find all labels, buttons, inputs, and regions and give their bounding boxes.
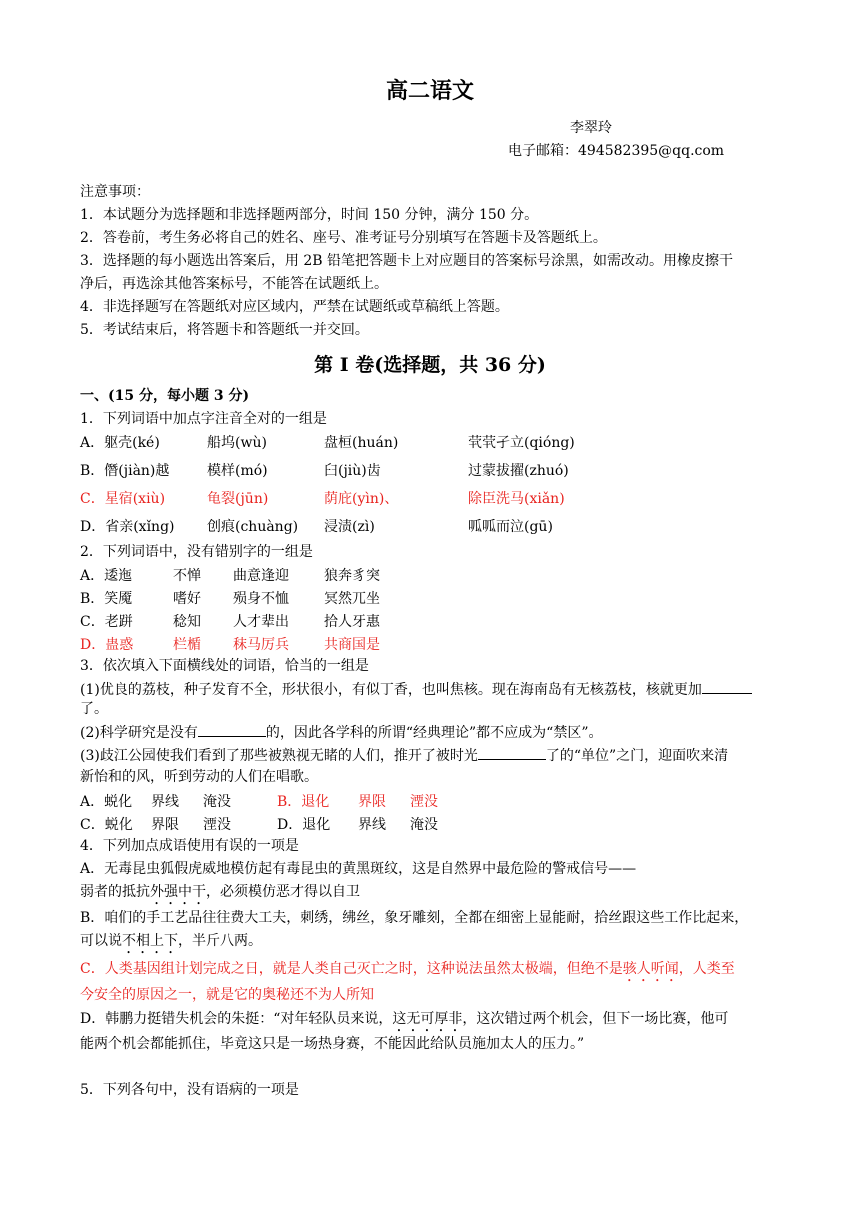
sentence-text: ，人类至: [678, 961, 735, 977]
question-2-stem: 2．下列词语中，没有错别字的一组是: [80, 544, 313, 560]
notice-item: 5．考试结束后，将答题卡和答题纸一并交回。: [80, 322, 369, 338]
option-text: 界线: [151, 794, 179, 810]
fill-blank: [478, 745, 546, 760]
option-text: 界限: [358, 794, 386, 810]
page-title: 高二语文: [385, 78, 474, 104]
option-text: B．退化: [277, 794, 330, 810]
question-5-stem: 5．下列各句中，没有语病的一项是: [80, 1082, 299, 1098]
option-text: 龟裂(jūn): [207, 491, 269, 507]
option-text: A．蜕化: [80, 794, 133, 810]
fill-blank: [702, 679, 752, 694]
option-text: 湮没: [410, 794, 438, 810]
question-3-sentence-3: [80, 745, 728, 766]
option-text: B．僭(jiàn)越: [80, 463, 170, 479]
sentence-text: (1)优良的荔枝，种子发育不全，形状很小，有似丁香，也叫焦核。现在海南岛有无核荔枝，核就更加: [80, 682, 702, 698]
question-4-option-c-answer-line-2: 今安全的原因之一，就是它的奥秘还不为人所知: [80, 987, 374, 1003]
question-3-sentence-2: [80, 722, 602, 743]
sentence-text: (3)歧江公园使我们看到了那些被熟视无睹的人们，推开了被时光: [80, 748, 478, 764]
option-text: 淹没: [410, 817, 438, 833]
notice-item: 净后，再选涂其他答案标号，不能答在试题纸上。: [80, 276, 388, 292]
option-text: 界限: [151, 817, 179, 833]
question-4-option-c-answer-line-1: [80, 959, 735, 985]
option-text: 栏楯: [173, 637, 201, 653]
option-text: 过蒙拔擢(zhuó): [468, 463, 569, 479]
fill-blank: [198, 722, 266, 737]
sentence-text: 可以说: [80, 933, 122, 949]
part-heading: 一、(15 分，每小题 3 分): [80, 388, 250, 404]
question-3-sentence-1: [80, 679, 752, 700]
option-text: 创痕(chuàng): [207, 519, 299, 535]
sentence-text: C．人类基因组计划完成之日，就是人类自己灭亡之时，这种说法虽然太极端，但绝不是: [80, 961, 623, 977]
option-text: 荫庇(yìn)、: [324, 491, 399, 507]
option-text: A．躯壳(ké): [80, 435, 160, 451]
option-text: 拾人牙惠: [324, 614, 380, 630]
option-text: D．省亲(xǐng): [80, 519, 175, 535]
question-4-option-b-line-2: [80, 931, 262, 957]
option-text: 臼(jiù)齿: [324, 463, 381, 479]
question-4-option-a-line-1: A．无毒昆虫狐假虎威地模仿起有毒昆虫的黄黑斑纹，这是自然界中最危险的警戒信号——: [80, 861, 637, 877]
notice-item: 4．非选择题写在答题纸对应区域内，严禁在试题纸或草稿纸上答题。: [80, 299, 509, 315]
option-text: 淹没: [203, 794, 231, 810]
question-4-option-d-line-2: 能两个机会都能抓住，毕竟这只是一场热身赛，不能因此给队员施加太人的压力。”: [80, 1036, 585, 1052]
option-text: 共商国是: [324, 637, 380, 653]
option-text: D．蛊惑: [80, 637, 134, 653]
question-1-stem: 1．下列词语中加点字注音全对的一组是: [80, 411, 327, 427]
option-text: 湮没: [203, 817, 231, 833]
option-text: 狼奔豸突: [324, 568, 380, 584]
sentence-text: (2)科学研究是没有: [80, 725, 198, 741]
dotted-idiom: 不相上下: [122, 933, 178, 949]
option-text: 曲意逢迎: [233, 568, 289, 584]
sentence-text: 的，因此各学科的所谓“经典理论”都不应成为“禁区”。: [265, 725, 603, 741]
option-text: 盘桓(huán): [324, 435, 399, 451]
option-text: 茕茕孑立(qióng): [468, 435, 575, 451]
section-title: 第 I 卷(选择题，共 36 分): [314, 354, 546, 376]
question-3-sentence-1-end: 了。: [80, 701, 108, 717]
option-text: B．笑魇: [80, 591, 133, 607]
option-text: 除臣洗马(xiǎn): [468, 491, 565, 507]
sentence-text: 弱者的抵抗: [80, 884, 150, 900]
option-text: C．蜕化: [80, 817, 133, 833]
option-text: 嗜好: [173, 591, 201, 607]
sentence-text: ，半斤八两。: [178, 933, 262, 949]
option-text: 浸渍(zì): [324, 519, 375, 535]
option-text: 秣马厉兵: [233, 637, 289, 653]
question-4-option-d-line-1: [80, 1009, 728, 1035]
option-text: D．退化: [277, 817, 331, 833]
option-text: 稔知: [173, 614, 201, 630]
question-4-option-b-line-1: B．咱们的手工艺品往往费大工夫，刺绣，绋丝，象牙雕刻，全都在细密上显能耐，拾丝跟这些工作比起来，: [80, 910, 749, 926]
option-text: 殒身不恤: [233, 591, 289, 607]
sentence-text: ，必须模仿恶才得以自卫: [206, 884, 360, 900]
sentence-text: D．韩鹏力挺错失机会的朱挺：“对年轻队员来说，: [80, 1011, 393, 1027]
option-text: 冥然兀坐: [324, 591, 380, 607]
author-email: 电子邮箱：494582395@qq.com: [508, 143, 725, 159]
option-text: C．星宿(xiù): [80, 491, 166, 507]
dotted-idiom: 骇人听闻: [622, 961, 679, 977]
question-3-stem: 3．依次填入下面横线处的词语，恰当的一组是: [80, 658, 369, 674]
option-text: 模样(mó): [207, 463, 268, 479]
option-text: 界线: [358, 817, 386, 833]
option-text: 船坞(wù): [207, 435, 267, 451]
question-3-sentence-3-end: 新怡和的风，听到劳动的人们在唱歌。: [80, 769, 318, 785]
dotted-idiom: 这无可厚非: [392, 1011, 463, 1027]
option-text: 人才辈出: [233, 614, 289, 630]
notice-item: 3．选择题的每小题选出答案后，用 2B 铅笔把答题卡上对应题目的答案标号涂黑，如需改动。用橡皮擦干: [80, 253, 734, 269]
author-name: 李翠玲: [570, 120, 612, 136]
question-4-option-a-line-2: [80, 882, 360, 908]
sentence-text: 了的“单位”之门，迎面吹来清: [545, 748, 729, 764]
notice-item: 2．答卷前，考生务必将自己的姓名、座号、准考证号分别填写在答题卡及答题纸上。: [80, 230, 607, 246]
sentence-text: ，这次错过两个机会，但下一场比赛，他可: [462, 1011, 729, 1027]
option-text: 不惮: [173, 568, 201, 584]
option-text: C．老跰: [80, 614, 133, 630]
option-text: A．逶迤: [80, 568, 133, 584]
notice-item: 1．本试题分为选择题和非选择题两部分，时间 150 分钟，满分 150 分。: [80, 207, 539, 223]
option-text: 呱呱而泣(gū): [468, 519, 553, 535]
question-4-stem: 4．下列加点成语使用有误的一项是: [80, 838, 299, 854]
notice-heading: 注意事项：: [80, 184, 150, 200]
dotted-idiom: 外强中干: [150, 884, 206, 900]
